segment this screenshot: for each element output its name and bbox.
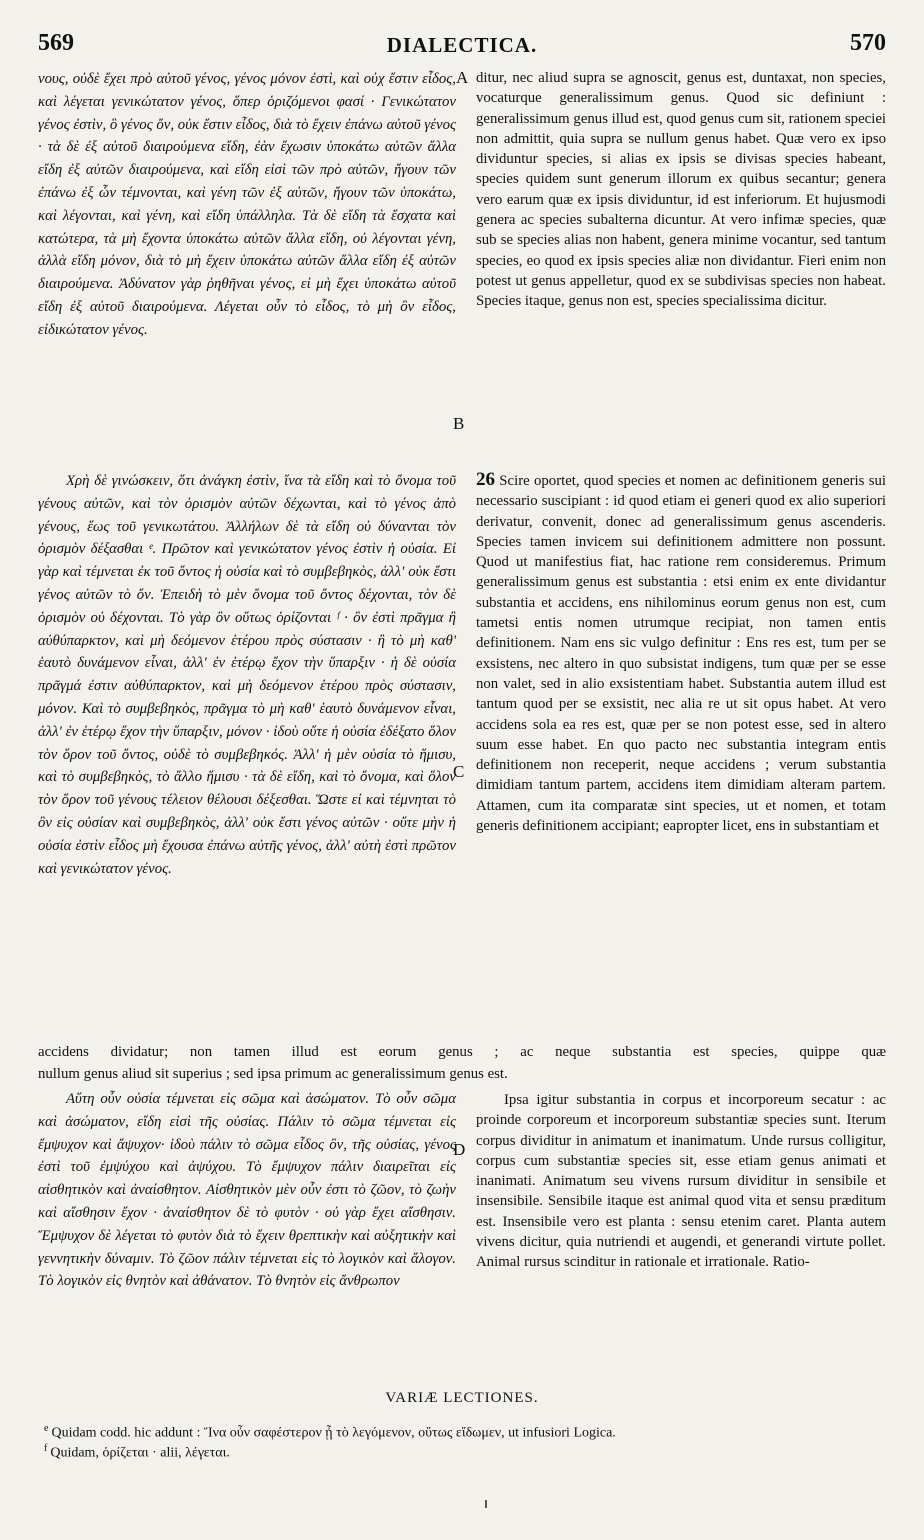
greek-text-2: Χρὴ δὲ γινώσκειν, ὅτι ἀνάγκη ἐστὶν, ἵνα τὰ εἴδη καὶ τὸ ὄνομα τοῦ γένους αὐτῶν, καὶ τὸν ὁρισμὸν αὐτῶν δέχωνται, καὶ τὸ γένος ἀπὸ γένους, ἕως τοῦ γενικωτάτου. Ἀλλήλων δὲ τὰ εἴδη οὐ δύνανται τὸν ὁρισμὸν δέξασθαι ᵉ. Πρῶτον καὶ γενικώτατον γένος ἐστὶν ἡ οὐσία. Εἰ γὰρ καὶ τέμνεται ἐκ τοῦ ὄντος ἡ οὐσία καὶ τὸ συμβεβηκὸς, ἀλλ' οὐκ ἔστι γένος αὐτῶν τὸ ὄν. Ἐπειδὴ τὸ μὲν ὄνομα τοῦ ὄντος δέχονται, τὸν δὲ ὁρισμὸν οὐ δέχονται. Τὸ γὰρ ὂν οὕτως ὁρίζονται ᶠ · ὂν ἐστὶ πρᾶγμα ἢ αὐθύπαρκτον, καὶ μὴ δεόμενον ἑτέρου πρὸς σύστασιν · ἢ τὸ μὴ καθ' ἑαυτὸ δυνάμενον εἶναι, ἀλλ' ἐν ἑτέρῳ ἔχον τὴν ὕπαρξιν · ἡ δὲ οὐσία πρᾶγμά ἐστιν αὐθύπαρκτον, καὶ μὴ δεόμενον ἑτέρου πρὸς σύστασιν, μόνον. Καὶ τὸ συμβεβηκὸς, πρᾶγμα τὸ μὴ καθ' ἑαυτὸ δυνάμενον εἶναι, ἀλλ' ἐν ἑτέρῳ ἔχον τὴν ὕπαρξιν, μόνον · ἰδοὺ οὔτε ἡ οὐσία ἐδέξατο ὅλον τὸν ὅρον τοῦ ὄντος, οὐδὲ τὸ συμβεβηκός. Ἀλλ' ἡ μὲν οὐσία τὸ ἥμισυ, καὶ τὸ συμβεβηκὸς, τὸ ἄλλο ἥμισυ · τὰ δὲ εἴδη, καὶ τὸ ὄνομα, καὶ ὅλον τὸν ὅρον τοῦ γένους τέλειον θέλουσι δέξεσθαι. Ὥστε εἰ καὶ τέμνηται τὸ ὂν εἰς οὐσίαν καὶ συμβεβηκὸς, ἀλλ' οὐκ ἔστι γένος αὐτῶν · οὔτε μὴν ἡ οὐσία ἐστὶν εἶδος μὴ ἔχουσα ἐπάνω αὐτῆς γένος, ἀλλ' αὐτὴ ἐστὶ πρῶτον καὶ γενικώτατον γένος. xyxy=(38,473,456,877)
variae-lectiones-title: VARIÆ LECTIONES. xyxy=(385,1390,539,1406)
page-number-right: 570 xyxy=(850,30,886,56)
spanning-line-2 xyxy=(38,1064,886,1084)
spanning-text-2: nullum genus aliud sit superius ; sed ipsa primum ac generalissimum genus est. xyxy=(38,1066,508,1082)
spanning-text-1: accidens dividatur; non tamen illud est eorum genus ; ac neque substantia est species, quippe quæ xyxy=(38,1044,886,1060)
running-title: DIALECTICA. xyxy=(386,33,538,57)
footnote-f-mark: f xyxy=(44,1443,48,1454)
page-number-left: 569 xyxy=(38,30,74,56)
greek-paragraph-2 xyxy=(38,470,456,880)
latin-paragraph-1 xyxy=(476,68,886,312)
footnote-e-mark: e xyxy=(44,1423,49,1434)
footnote-e-text: Quidam codd. hic addunt : Ἵνα οὖν σαφέστερον ᾖ τὸ λεγόμενον, οὕτως εἴδωμεν, ut infusiori Logica. xyxy=(51,1425,616,1441)
page-header xyxy=(38,30,886,64)
latin-text-2: Scire oportet, quod species et nomen ac definitionem generis sui necessario suscipiant : id quod etiam ei generi quod ex alio superiori derivatur, convenit, donec ad generalissimum genus ascenderis. Species tamen invicem sui definitionem admittere non possunt. Quod ut manifestius fiat, hac ratione rem consideremus. Primum generalissimum genus est substantia : etsi enim ex ente dividantur substantia et accidens, ens nihilominus eorum genus non est, cum tametsi entis nomen utrumque recipiat, non tamen entis definitionem. Nam ens sic vulgo definitur : Ens res est, tum per se exsistens, nec altero in quo subsistat indigens, tum quæ per se esse non valet, sed in alio exsistentiam habet. Substantia autem illud est tantum quod per se exsistit, nec alia re ut sit opus habet. At vero accidens sola ea res est, quæ per se non potest esse, sed in altero suum esse habet. En quo pacto nec substantia integram entis definitionem non receperit, neque accidens ; verum substantia dimidiam tantum partem, accidens item dimidiam alteram partem. Attamen, cum ita comparatæ sint species, ut et nomen, et totam generis definitionem accipiant; eapropter licet, ens in substantiam et xyxy=(476,473,886,835)
printer-mark xyxy=(485,1500,487,1508)
spanning-line-1 xyxy=(38,1042,886,1062)
latin-text-1: ditur, nec aliud supra se agnoscit, genus est, duntaxat, non species, vocaturque generalissimum genus. Quod sic definiunt : generalissimum genus illud est, quod genus cum sit, rationem speciei non admittit, quia supra se nullum genus habet. Quæ vero ex ipso dividuntur species, si alias ex ipsis se divisas species habeant, species quidem sunt generum illorum ex quibus secantur; genera vero earum quæ ex ipsis dividuntur, id est inferiorum. Et hujusmodi genera ac species subalterna dicuntur. At vero infimæ species, quæ sub se species alias non habent, genera minime vocantur, sed tantum species, eo quod ex ipsis species aliæ non dividantur. Fieri enim non potest ut genus appelletur, quod ex se subdivisas species non habeat. Species itaque, genus non est, species specialissima dicitur. xyxy=(476,70,886,310)
margin-marker-c: C xyxy=(453,762,465,781)
greek-paragraph-1 xyxy=(38,68,456,342)
latin-paragraph-2 xyxy=(476,470,886,836)
latin-paragraph-3 xyxy=(476,1090,886,1273)
footnote-f xyxy=(44,1440,884,1463)
margin-marker-b: B xyxy=(453,414,465,433)
latin-text-3: Ipsa igitur substantia in corpus et incorporeum secatur : ac proinde corporeum et incorporeum substantiæ species sunt. Iterum corpus dividitur in animatum et inanimatum. Unde rursus colligitur, corpus cum substantiæ species sit, esse etiam genus animati et inanimati. Animatum seu vivens rursum dividitur in sensibile et insensibile. Sensibile itaque est animal quod vita et sensu præditum est. Insensibile vero est planta : sensu etenim caret. Planta autem vivens dicitur, quia nutriendi et augendi, et generandi virtute pollet. Animal rursus scinditur in rationale et irrationale. Ratio- xyxy=(476,1092,886,1271)
greek-text-1: νους, οὐδὲ ἔχει πρὸ αὐτοῦ γένος, γένος μόνον ἐστὶ, καὶ οὐχ ἔστιν εἶδος, καὶ λέγεται γενικώτατον γένος, ὅπερ ὁριζόμενοι φασί · Γενικώτατον γένος ἐστὶν, ὃ γένος ὄν, οὐκ ἔστιν εἶδος, διὰ τὸ ἔχειν ἐπάνω αὐτοῦ γένος · τὰ δὲ ἐξ αὐτοῦ διαιρούμενα εἴδη, ἐὰν ἔχωσιν ὑποκάτω αὐτῶν ἄλλα εἴδη ἐξ αὐτῶν διαιρούμενα, καὶ εἴδη εἰσὶ τῶν πρὸ αὐτῶν, ἤγουν τῶν ἐπάνω ἐξ ὧν τέμνονται, καὶ γένη τῶν ἐξ αὐτῶν, ἤγουν τῶν ὑποκάτω, καὶ λέγονται, καὶ γένη, καὶ εἴδη ὑπάλληλα. Τὰ δὲ εἴδη τὰ ἔσχατα καὶ κατώτερα, τὰ μὴ ἔχοντα ὑποκάτω αὐτῶν ἄλλα εἴδη, οὐ λέγονται γένη, ἀλλὰ εἴδη μόνον, διὰ τὸ μὴ ἔχειν ὑποκάτω αὐτῶν ἄλλα εἴδη ἐξ αὐτῶν διαιρούμενα. Ἀδύνατον γὰρ ῥηθῆναι γένος, εἰ μὴ ἔχει ὑποκάτω αὐτοῦ εἴδη ἐξ αὐτοῦ διαιρούμενα. Λέγεται οὖν τὸ εἶδος, τὸ μὴ ὂν εἶδος, εἰδικώτατον γένος. xyxy=(38,71,456,338)
margin-marker-a: A xyxy=(456,68,469,87)
margin-marker-d: D xyxy=(453,1140,466,1159)
greek-paragraph-3 xyxy=(38,1088,456,1293)
greek-text-3: Αὕτη οὖν οὐσία τέμνεται εἰς σῶμα καὶ ἀσώματον. Τὸ οὖν σῶμα καὶ ἀσώματον, εἴδη εἰσὶ τῆς οὐσίας. Πάλιν τὸ σῶμα τέμνεται εἰς ἔμψυχον καὶ ἄψυχον· ἰδοὺ πάλιν τὸ σῶμα εἶδος ὂν, τῆς οὐσίας, γένος ἐστὶ τοῦ ἐμψύχου καὶ ἀψύχου. Τὸ ἔμψυχον πάλιν διαιρεῖται εἰς αἰσθητικὸν καὶ ἀναίσθητον. Αἰσθητικὸν μὲν οὖν ἐστι τὸ ζῶον, τὸ ζωὴν καὶ αἴσθησιν ἔχον · ἀναίσθητον δὲ τὸ φυτὸν · οὐ γὰρ ἔχει αἴσθησιν. Ἔμψυχον δὲ λέγεται τὸ φυτὸν διὰ τὸ ἔχειν θρεπτικὴν καὶ αὐξητικὴν καὶ γεννητικὴν δύναμιν. Τὸ ζῶον πάλιν τέμνεται εἰς τὸ λογικὸν καὶ ἄλογον. Τὸ λογικὸν εἰς θνητὸν καὶ ἀθάνατον. Τὸ θνητὸν εἰς ἄνθρωπον xyxy=(38,1091,456,1290)
footnote-f-text: Quidam, ὁρίζεται · alii, λέγεται. xyxy=(50,1445,230,1461)
section-number: 26 xyxy=(476,469,495,490)
